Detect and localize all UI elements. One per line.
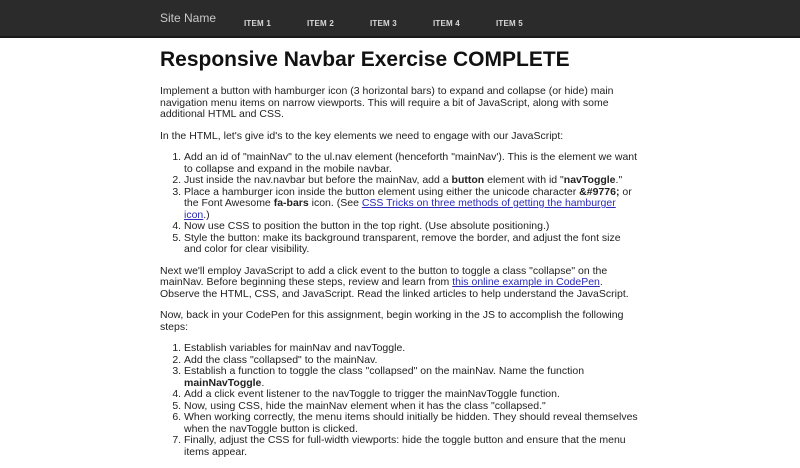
nav-item-4[interactable]: ITEM 4 — [432, 19, 460, 28]
css-tricks-link[interactable]: CSS Tricks on three methods of getting the hamburger icon — [184, 197, 616, 221]
list-item — [184, 366, 640, 389]
navbar — [0, 0, 800, 38]
text: Establish a function to toggle the class "collapsed" on the mainNav. Name the function — [184, 365, 585, 377]
bold-text: &#9776; — [579, 185, 620, 198]
nav-item-1[interactable]: ITEM 1 — [244, 19, 271, 28]
bold-text: button — [451, 174, 485, 186]
list-item: 7. Finally, adjust the CSS for full-width viewports: hide the toggle button and ensure that the menu items appear. — [184, 435, 640, 458]
bold-text: mainNavToggle — [184, 376, 262, 389]
list-item: 5. Style the button: make its background transparent, remove the border, and adjust the font size and color for clear visibility. — [184, 233, 640, 256]
list-item — [184, 187, 640, 222]
list-item: 1. Establish variables for mainNav and navToggle. — [184, 343, 640, 355]
list-item: 4. Add a click event listener to the navToggle to trigger the mainNavToggle function. — [184, 389, 640, 401]
codepen-example-link[interactable]: this online example in CodePen — [452, 276, 600, 288]
js-steps-list — [160, 343, 640, 458]
list-item: 5. Now, using CSS, hide the mainNav element when it has the class "collapsed." — [184, 401, 640, 413]
text: Next we'll employ JavaScript to add a click event to the button to toggle a class "collapse" on the mainNav. Before beginning these steps, review and learn from — [160, 264, 608, 288]
page-title: Responsive Navbar Exercise COMPLETE — [160, 48, 570, 71]
text: icon. (See — [308, 197, 362, 209]
list-item: 1. Add an id of "mainNav" to the ul.nav element (henceforth "mainNav'). This is the element we want to collapse and expand in the mobile navbar. — [184, 152, 640, 175]
text: element with id " — [484, 174, 564, 186]
bold-text: fa-bars — [273, 197, 309, 209]
html-intro-paragraph: In the HTML, let's give id's to the key elements we need to engage with our JavaScript: — [160, 129, 564, 142]
codepen-intro-paragraph: Now, back in your CodePen for this assignment, begin working in the JS to accomplish the following steps: — [160, 309, 624, 333]
nav-item-3[interactable]: ITEM 3 — [369, 19, 397, 28]
list-item: 4. Now use CSS to position the button in the top right. (Use absolute positioning.) — [184, 221, 640, 233]
text: Place a hamburger icon inside the button element using either the unicode character — [184, 185, 580, 198]
intro-paragraph: Implement a button with hamburger icon (3 horizontal bars) to expand and collapse (or hide) main navigation menu items on narrow viewports. This will require a bit of JavaScript, along with some additional HTML and CSS. — [160, 85, 614, 120]
html-steps-list — [160, 152, 640, 256]
main-content — [160, 48, 640, 468]
bold-text: navToggle — [563, 174, 616, 186]
main-nav — [244, 13, 559, 31]
nav-item-2[interactable]: ITEM 2 — [306, 19, 334, 28]
nav-item-5[interactable]: ITEM 5 — [495, 19, 523, 28]
list-item: 6. When working correctly, the menu items should initially be hidden. They should reveal themselves when the navToggle button is clicked. — [184, 412, 640, 435]
text: . — [261, 376, 265, 389]
text: .) — [203, 208, 210, 221]
site-name-link[interactable]: Site Name — [160, 11, 217, 25]
text: Just inside the nav.navbar but before the mainNav, add a — [184, 174, 452, 186]
text: ." — [615, 174, 623, 186]
text: . Observe the HTML, CSS, and JavaScript. Read the linked articles to help understand the JavaScript. — [160, 276, 629, 300]
js-intro-paragraph — [160, 266, 640, 301]
list-item: 2. Add the class "collapsed" to the mainNav. — [184, 355, 640, 367]
text: or the Font Awesome — [184, 185, 632, 209]
